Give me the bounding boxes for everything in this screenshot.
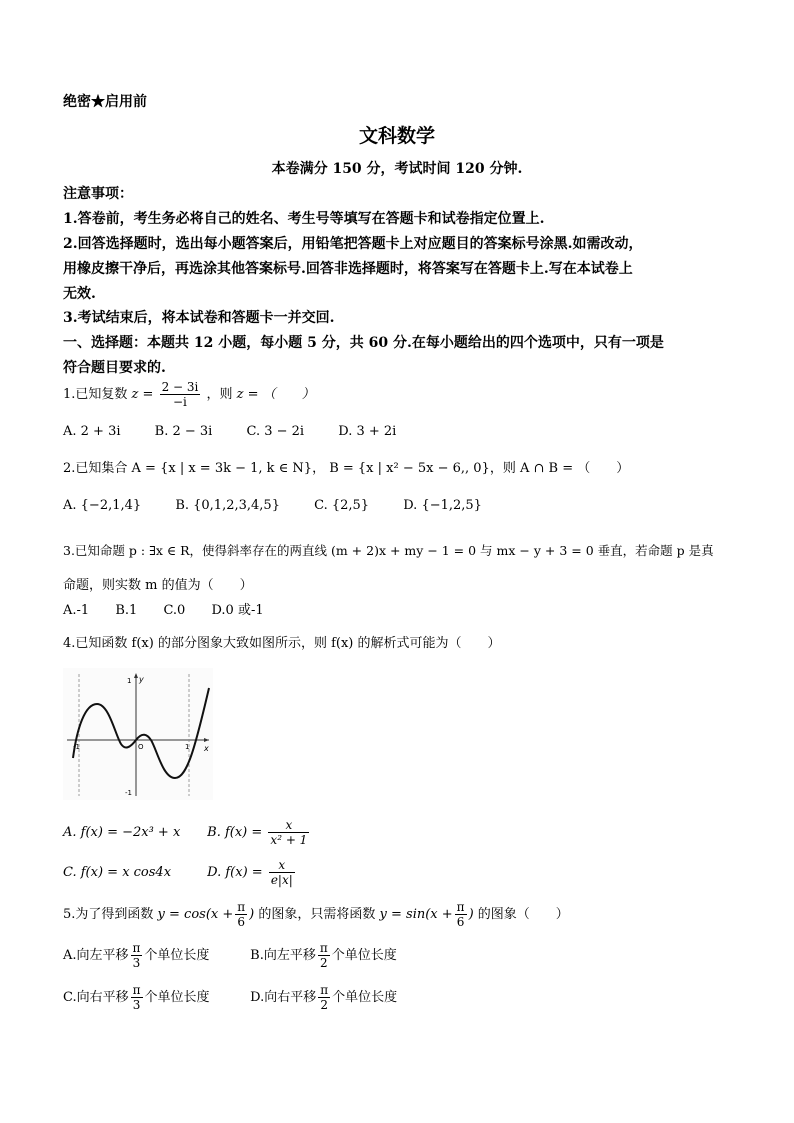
question-2-stem: 2.已知集合 A = {x | x = 3k − 1, k ∈ N}， B = {x | x² − 5x − 6,, 0}，则 A ∩ B = （ ） — [63, 461, 630, 476]
notes-heading: 注意事项： — [63, 186, 133, 202]
q2-option-b: B. {0,1,2,3,4,5} — [175, 498, 280, 513]
q2-option-c: C. {2,5} — [314, 498, 370, 513]
graph-background — [63, 668, 213, 800]
question-2-options — [63, 498, 512, 513]
question-3-line-1: 3.已知命题 p : ∃x ∈ R，使得斜率存在的两直线 (m + 2)x + my − 1 = 0 与 mx − y + 3 = 0 垂直，若命题 p 是真 — [63, 543, 714, 558]
function-graph — [63, 668, 213, 800]
question-1-stem: 1.已知复数 z = $\frac{2 - 3i}{-i}$ ，则 z = （ ） — [63, 380, 315, 409]
q4-option-b: B. f(x) = $\frac{x}{\text{x² + 1}}$ — [207, 818, 308, 847]
x-tick-neg-1: -1 — [73, 743, 80, 751]
question-1-options — [63, 424, 426, 439]
q1-option-d: D. 3 + 2i — [338, 424, 397, 439]
q3-option-c: C.0 — [163, 603, 186, 618]
question-5-options-row-1 — [63, 941, 397, 970]
question-5-options-row-2 — [63, 983, 397, 1012]
origin-label: O — [138, 743, 144, 751]
exam-title: 文科数学 — [358, 125, 435, 147]
note-2-line-2: 用橡皮擦干净后，再选涂其他答案标号.回答非选择题时，将答案写在答题卡上.写在本试卷上 — [63, 261, 633, 277]
note-2-line-3: 无效. — [63, 286, 96, 302]
q1-option-b: B. 2 − 3i — [154, 424, 213, 439]
q5-option-b: B.向左平移 $\frac{\pi}{2}$ 个单位长度 — [250, 941, 397, 970]
q3-option-b: B.1 — [115, 603, 138, 618]
section-1-line-2: 符合题目要求的. — [63, 360, 166, 376]
q4-option-c: C. f(x) = x cos4x — [63, 865, 172, 880]
question-3-options — [63, 599, 286, 618]
note-3: 3.考试结束后，将本试卷和答题卡一并交回. — [63, 310, 335, 326]
x-tick-1: 1 — [185, 743, 190, 751]
q4-option-a: A. f(x) = −2x³ + x — [63, 825, 181, 840]
q1-option-c: C. 3 − 2i — [246, 424, 305, 439]
q1-fraction: $\frac{2 - 3i}{-i}$ — [161, 380, 199, 409]
q2-option-a: A. {−2,1,4} — [63, 498, 142, 513]
question-5-stem: 5.为了得到函数 y = cos(x + $\frac{\pi}{6}$ ) 的图象，只需将函数 y = sin(x + $\frac{\pi}{6}$ ) 的图象（ ） — [63, 900, 569, 929]
y-axis-label: y — [139, 675, 144, 684]
q1-option-a: A. 2 + 3i — [63, 424, 121, 439]
x-axis-label: x — [204, 744, 209, 753]
section-1-line-1: 一、选择题：本题共 12 小题，每小题 5 分，共 60 分.在每小题给出的四个选项中，只有一项是 — [63, 335, 664, 351]
q2-option-d: D. {−1,2,5} — [403, 498, 482, 513]
q5-option-c: C.向右平移 $\frac{\pi}{3}$ 个单位长度 — [63, 983, 210, 1012]
question-4-stem: 4.已知函数 f(x) 的部分图象大致如图所示，则 f(x) 的解析式可能为（ ） — [63, 636, 501, 651]
confidential-label: 绝密★启用前 — [63, 94, 147, 110]
question-3-line-2: 命题，则实数 m 的值为（ ） — [63, 578, 253, 593]
q4-option-d: D. f(x) = $\frac{x}{e|x|}$ — [207, 858, 293, 887]
question-4-options-row-1 — [63, 818, 311, 847]
note-1: 1.答卷前，考生务必将自己的姓名、考生号等填写在答题卡和试卷指定位置上. — [63, 211, 545, 227]
q5-option-a: A.向左平移 $\frac{\pi}{3}$ 个单位长度 — [63, 941, 210, 970]
note-2-line-1: 2.回答选择题时，选出每小题答案后，用铅笔把答题卡上对应题目的答案标号涂黑.如需改动， — [63, 236, 643, 252]
y-tick-1: 1 — [127, 677, 132, 685]
q3-option-d: D.0 或-1 — [211, 603, 264, 618]
y-tick-neg-1: -1 — [125, 789, 132, 797]
question-4-options-row-2 — [63, 858, 297, 887]
q5-option-d: D.向右平移 $\frac{\pi}{2}$ 个单位长度 — [250, 983, 398, 1012]
q3-option-a: A.-1 — [63, 603, 90, 618]
exam-subtitle: 本卷满分 150 分，考试时间 120 分钟. — [271, 161, 523, 177]
